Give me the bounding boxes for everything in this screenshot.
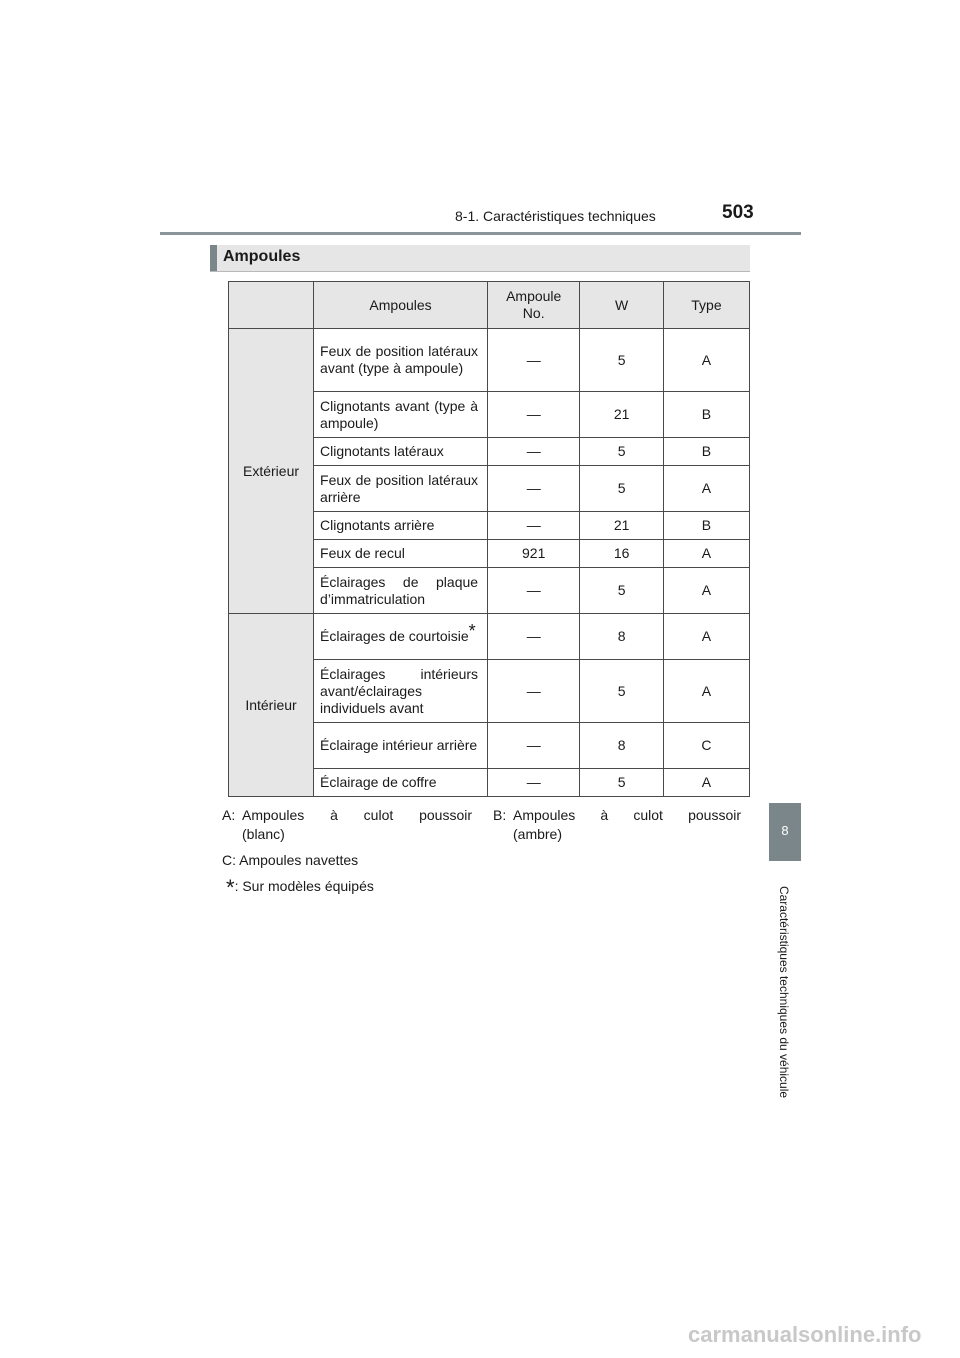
watermark: carmanualsonline.info bbox=[688, 1322, 922, 1347]
bulb-watt: 5 bbox=[580, 568, 664, 614]
header-divider bbox=[160, 232, 801, 235]
bulb-watt: 8 bbox=[580, 723, 664, 769]
footnote-asterisk: * bbox=[226, 875, 235, 900]
bulb-no: 921 bbox=[488, 540, 580, 568]
group-label-exterior: Extérieur bbox=[229, 329, 314, 614]
bulb-type: A bbox=[663, 568, 749, 614]
section-heading bbox=[210, 245, 750, 272]
chapter-number: 8 bbox=[781, 823, 789, 838]
bulb-no: — bbox=[488, 568, 580, 614]
bulb-name-cell bbox=[314, 614, 488, 660]
bulb-name: Clignotants latéraux bbox=[314, 438, 488, 466]
section-title: Ampoules bbox=[223, 248, 301, 265]
bulb-no: — bbox=[488, 614, 580, 660]
note-key-a: A: bbox=[222, 807, 236, 823]
section-accent bbox=[210, 245, 217, 271]
note-type-c: C: Ampoules navettes bbox=[222, 852, 359, 868]
note-a-line1: Ampoules à culot poussoir bbox=[242, 807, 472, 823]
bulb-type: A bbox=[663, 614, 749, 660]
bulb-no: — bbox=[488, 392, 580, 438]
note-type-b bbox=[493, 806, 741, 844]
bulb-name: Feux de position latéraux arrière bbox=[314, 466, 488, 512]
bulb-name: Éclairage de coffre bbox=[314, 769, 488, 797]
header-bulb-no: Ampoule No. bbox=[488, 282, 580, 329]
table-header-row bbox=[229, 282, 750, 329]
bulb-type: A bbox=[663, 660, 749, 723]
bulb-no: — bbox=[488, 438, 580, 466]
footnote bbox=[226, 874, 374, 900]
note-b-line1: Ampoules à culot poussoir bbox=[513, 807, 741, 823]
bulb-no: — bbox=[488, 512, 580, 540]
bulb-name: Éclairages de plaque d’immatriculation bbox=[314, 568, 488, 614]
bulb-name: Feux de recul bbox=[314, 540, 488, 568]
table-row bbox=[229, 614, 750, 660]
bulb-no: — bbox=[488, 723, 580, 769]
bulb-name: Clignotants avant (type à ampoule) bbox=[314, 392, 488, 438]
bulb-type: B bbox=[663, 392, 749, 438]
bulb-type: A bbox=[663, 769, 749, 797]
bulb-type: A bbox=[663, 329, 749, 392]
bulb-watt: 8 bbox=[580, 614, 664, 660]
bulb-watt: 16 bbox=[580, 540, 664, 568]
header-type: Type bbox=[663, 282, 749, 329]
chapter-tab bbox=[769, 803, 801, 861]
bulb-type: A bbox=[663, 466, 749, 512]
bulb-name: Feux de position latéraux avant (type à ampoule) bbox=[314, 329, 488, 392]
bulb-no: — bbox=[488, 660, 580, 723]
bulb-watt: 21 bbox=[580, 392, 664, 438]
note-a-line2: (blanc) bbox=[242, 826, 285, 842]
note-type-a bbox=[222, 806, 472, 844]
bulb-type: A bbox=[663, 540, 749, 568]
footnote-marker: * bbox=[468, 621, 476, 642]
bulb-no: — bbox=[488, 466, 580, 512]
header-watt: W bbox=[580, 282, 664, 329]
bulb-name: Éclairage intérieur arrière bbox=[314, 723, 488, 769]
bulb-name: Éclairages de courtoisie bbox=[320, 628, 469, 644]
group-label-interior: Intérieur bbox=[229, 614, 314, 797]
bulb-no: — bbox=[488, 769, 580, 797]
bulb-name: Éclairages intérieurs avant/éclairages individuels avant bbox=[314, 660, 488, 723]
header-bulbs: Ampoules bbox=[314, 282, 488, 329]
bulb-no: — bbox=[488, 329, 580, 392]
bulb-table bbox=[228, 281, 750, 797]
bulb-watt: 5 bbox=[580, 329, 664, 392]
page-header-title: 8-1. Caractéristiques techniques bbox=[455, 208, 656, 224]
bulb-watt: 5 bbox=[580, 466, 664, 512]
bulb-watt: 5 bbox=[580, 769, 664, 797]
note-key-b: B: bbox=[493, 807, 507, 823]
bulb-name: Clignotants arrière bbox=[314, 512, 488, 540]
page-number: 503 bbox=[722, 202, 754, 223]
bulb-type: C bbox=[663, 723, 749, 769]
header-group-cell bbox=[229, 282, 314, 329]
bulb-type: B bbox=[663, 438, 749, 466]
table-row bbox=[229, 329, 750, 392]
bulb-watt: 5 bbox=[580, 438, 664, 466]
bulb-watt: 21 bbox=[580, 512, 664, 540]
chapter-side-title: Caractéristiques techniques du véhicule bbox=[777, 885, 791, 1099]
bulb-watt: 5 bbox=[580, 660, 664, 723]
footnote-text: : Sur modèles équipés bbox=[234, 878, 374, 894]
note-b-line2: (ambre) bbox=[513, 826, 563, 842]
bulb-type: B bbox=[663, 512, 749, 540]
